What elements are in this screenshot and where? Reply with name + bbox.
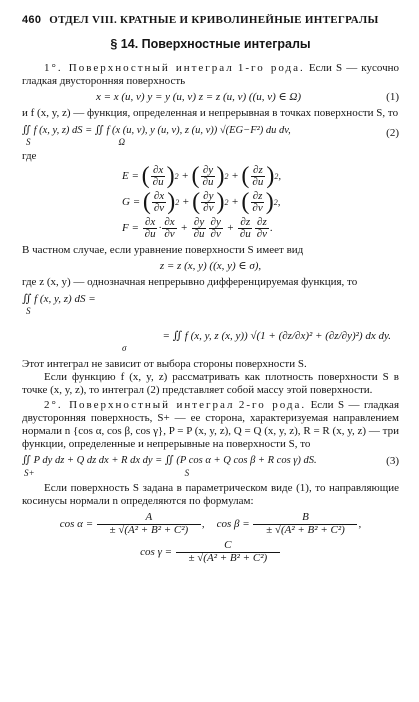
paragraph-1-lead: 1°. Поверхностный интеграл (44, 61, 234, 74)
coefficient-definitions (122, 165, 399, 241)
equation-2 (22, 125, 399, 137)
cos-gamma-denominator: ± √(A² + B² + C²) (188, 551, 268, 564)
equation-5-sub-left: S+ (24, 467, 35, 478)
definition-E-label: E = (122, 170, 139, 183)
paragraph-7-lead: 2°. Поверхностный интеграл (44, 398, 235, 411)
equation-5-subscripts (24, 468, 399, 479)
equation-4-rhs (22, 330, 399, 343)
equation-4-sub2: σ (122, 343, 127, 354)
cos-alpha-label: cos α = (59, 517, 94, 530)
cosine-formulas-row-2 (22, 540, 399, 564)
equation-1 (22, 91, 399, 104)
fraction-dx-du: $\frac{\partial x}{\partial u}$ (152, 163, 164, 189)
page-number: 460 (22, 14, 42, 26)
section-title: § 14. Поверхностные интегралы (110, 36, 311, 51)
definition-G: G = ( $\frac{\partial x}{\partial v}$ ) 2 + ( $\frac{\partial y}{\partial v}$ ) 2 + ( $\frac{\partial z}{\partial v}$ ) 2 , (122, 189, 281, 216)
paragraph-5: Этот интеграл не зависит от выбора стороны поверхности S. (22, 357, 307, 370)
cos-gamma-label: cos γ = (140, 545, 173, 558)
equation-3-body: z = z (x, y) ((x, y) ∈ σ), (159, 259, 262, 272)
equation-4-lhs (22, 293, 399, 306)
equation-5-body: ∬ P dy dz + Q dz dx + R dx dy = ∬ (P cos α + Q cos β + R cos γ) dS. (22, 454, 317, 466)
cos-beta-denominator: ± √(A² + B² + C²) (266, 523, 345, 536)
cos-alpha-formula: cos α = $\frac{A}{\text{± √(A² + B² + C²)}}$ , (59, 511, 205, 536)
cos-beta-numerator: B (253, 512, 357, 525)
equation-5-number: (3) (386, 454, 399, 467)
equation-4-sub: S (26, 305, 31, 316)
equation-2-sub-left: S (26, 136, 31, 147)
equation-2-sub-right: Ω (118, 136, 126, 147)
equation-5-sub-right: S (184, 467, 190, 478)
running-title: ОТДЕЛ VIII. КРАТНЫЕ И КРИВОЛИНЕЙНЫЕ ИНТЕГРАЛЫ (49, 14, 379, 26)
equation-5 (22, 455, 399, 468)
definition-F-label: F = (122, 222, 139, 235)
cos-gamma-numerator: C (176, 540, 280, 553)
fraction-dy-du: $\frac{\partial y}{\partial u}$ (202, 163, 214, 189)
fraction-dz-du: $\frac{\partial z}{\partial u}$ (252, 163, 264, 189)
equation-4-lhs-body: ∬ f (x, y, z) dS = (22, 292, 96, 305)
paragraph-7 (22, 399, 399, 451)
fraction-dx-dv: $\frac{\partial x}{\partial v}$ (153, 189, 165, 215)
fraction-dz-dv: $\frac{\partial z}{\partial v}$ (252, 189, 263, 215)
paragraph-1 (22, 62, 399, 88)
cos-beta-formula: cos β = $\frac{B}{\text{± √(A² + B² + C²)}}$ , (216, 511, 362, 536)
running-header (22, 14, 399, 27)
paragraph-7-lead-tail: 2-го рода. (238, 398, 307, 411)
cosine-formulas-row-1 (22, 512, 399, 536)
paragraph-6: Если функцию f (x, y, z) рассматривать как плотность поверхности S в точке (x, y, z), то интеграл (2) представляет собой массу этой поверхности. (22, 370, 399, 396)
equation-2-number: (2) (386, 126, 399, 139)
paragraph-2: и f (x, y, z) — функция, определенная и непрерывная в точках поверхности S, то (22, 106, 399, 119)
cos-alpha-numerator: A (97, 512, 201, 525)
cos-gamma-formula (140, 540, 281, 564)
equation-1-number: (1) (386, 90, 399, 103)
equation-2-body: ∬ f (x, y, z) dS = ∬ f (x (u, v), y (u, v), z (u, v)) √(EG−F²) du dv, (22, 124, 291, 136)
definition-F: F = $\frac{\partial x}{\partial u}$ · $\frac{\partial x}{\partial v}$ + $\frac{\partial y}{\partial u}$ $\frac{\partial y}{\partial v}$ + $\frac{\partial z}{\partial u}$ $\frac{\partial z}{\partial v}$ . (122, 215, 273, 241)
equation-3 (22, 260, 399, 273)
equation-1-body: x = x (u, v) y = y (u, v) z = z (u, v) ((u, v) ∈ Ω) (95, 90, 302, 103)
paragraph-4: где z (x, y) — однозначная непрерывно дифференцируемая функция, то (22, 275, 358, 288)
paragraph-8: Если поверхность S задана в параметрическом виде (1), то направляющие косинусы нормали n определяются по формулам: (22, 482, 399, 508)
paragraph-3: В частном случае, если уравнение поверхности S имеет вид (22, 243, 304, 256)
paragraph-1-text: Если S — кусочно гладкая двусторонняя поверхность (22, 61, 400, 87)
definition-E: E = ( $\frac{\partial x}{\partial u}$ ) 2 + ( $\frac{\partial y}{\partial u}$ ) 2 + ( $\frac{\partial z}{\partial u}$ ) 2 , (122, 163, 282, 189)
where-label: где (22, 149, 37, 162)
definition-G-label: G = (122, 196, 141, 209)
equation-4-rhs-body: = ∬ f (x, y, z (x, y)) √(1 + (∂z/∂x)² + (∂z/∂y)²) dx dy. (162, 330, 391, 343)
paragraph-7-text: Если S — гладкая двусторонняя поверхность, S+ — ее сторона, характеризуемая направлением нормали n {cos α, cos β, cos γ}, P = P (x, y, z), Q = Q (x, y, z), R = R (x, y, z) — три функции, определенные и непрерывные на поверхности S, то (22, 398, 399, 450)
cos-beta-label: cos β = (216, 517, 250, 530)
cos-alpha-denominator: ± √(A² + B² + C²) (109, 523, 189, 536)
paragraph-1-lead-tail: 1-го рода. (237, 61, 305, 74)
fraction-dy-dv: $\frac{\partial y}{\partial v}$ (203, 189, 214, 215)
